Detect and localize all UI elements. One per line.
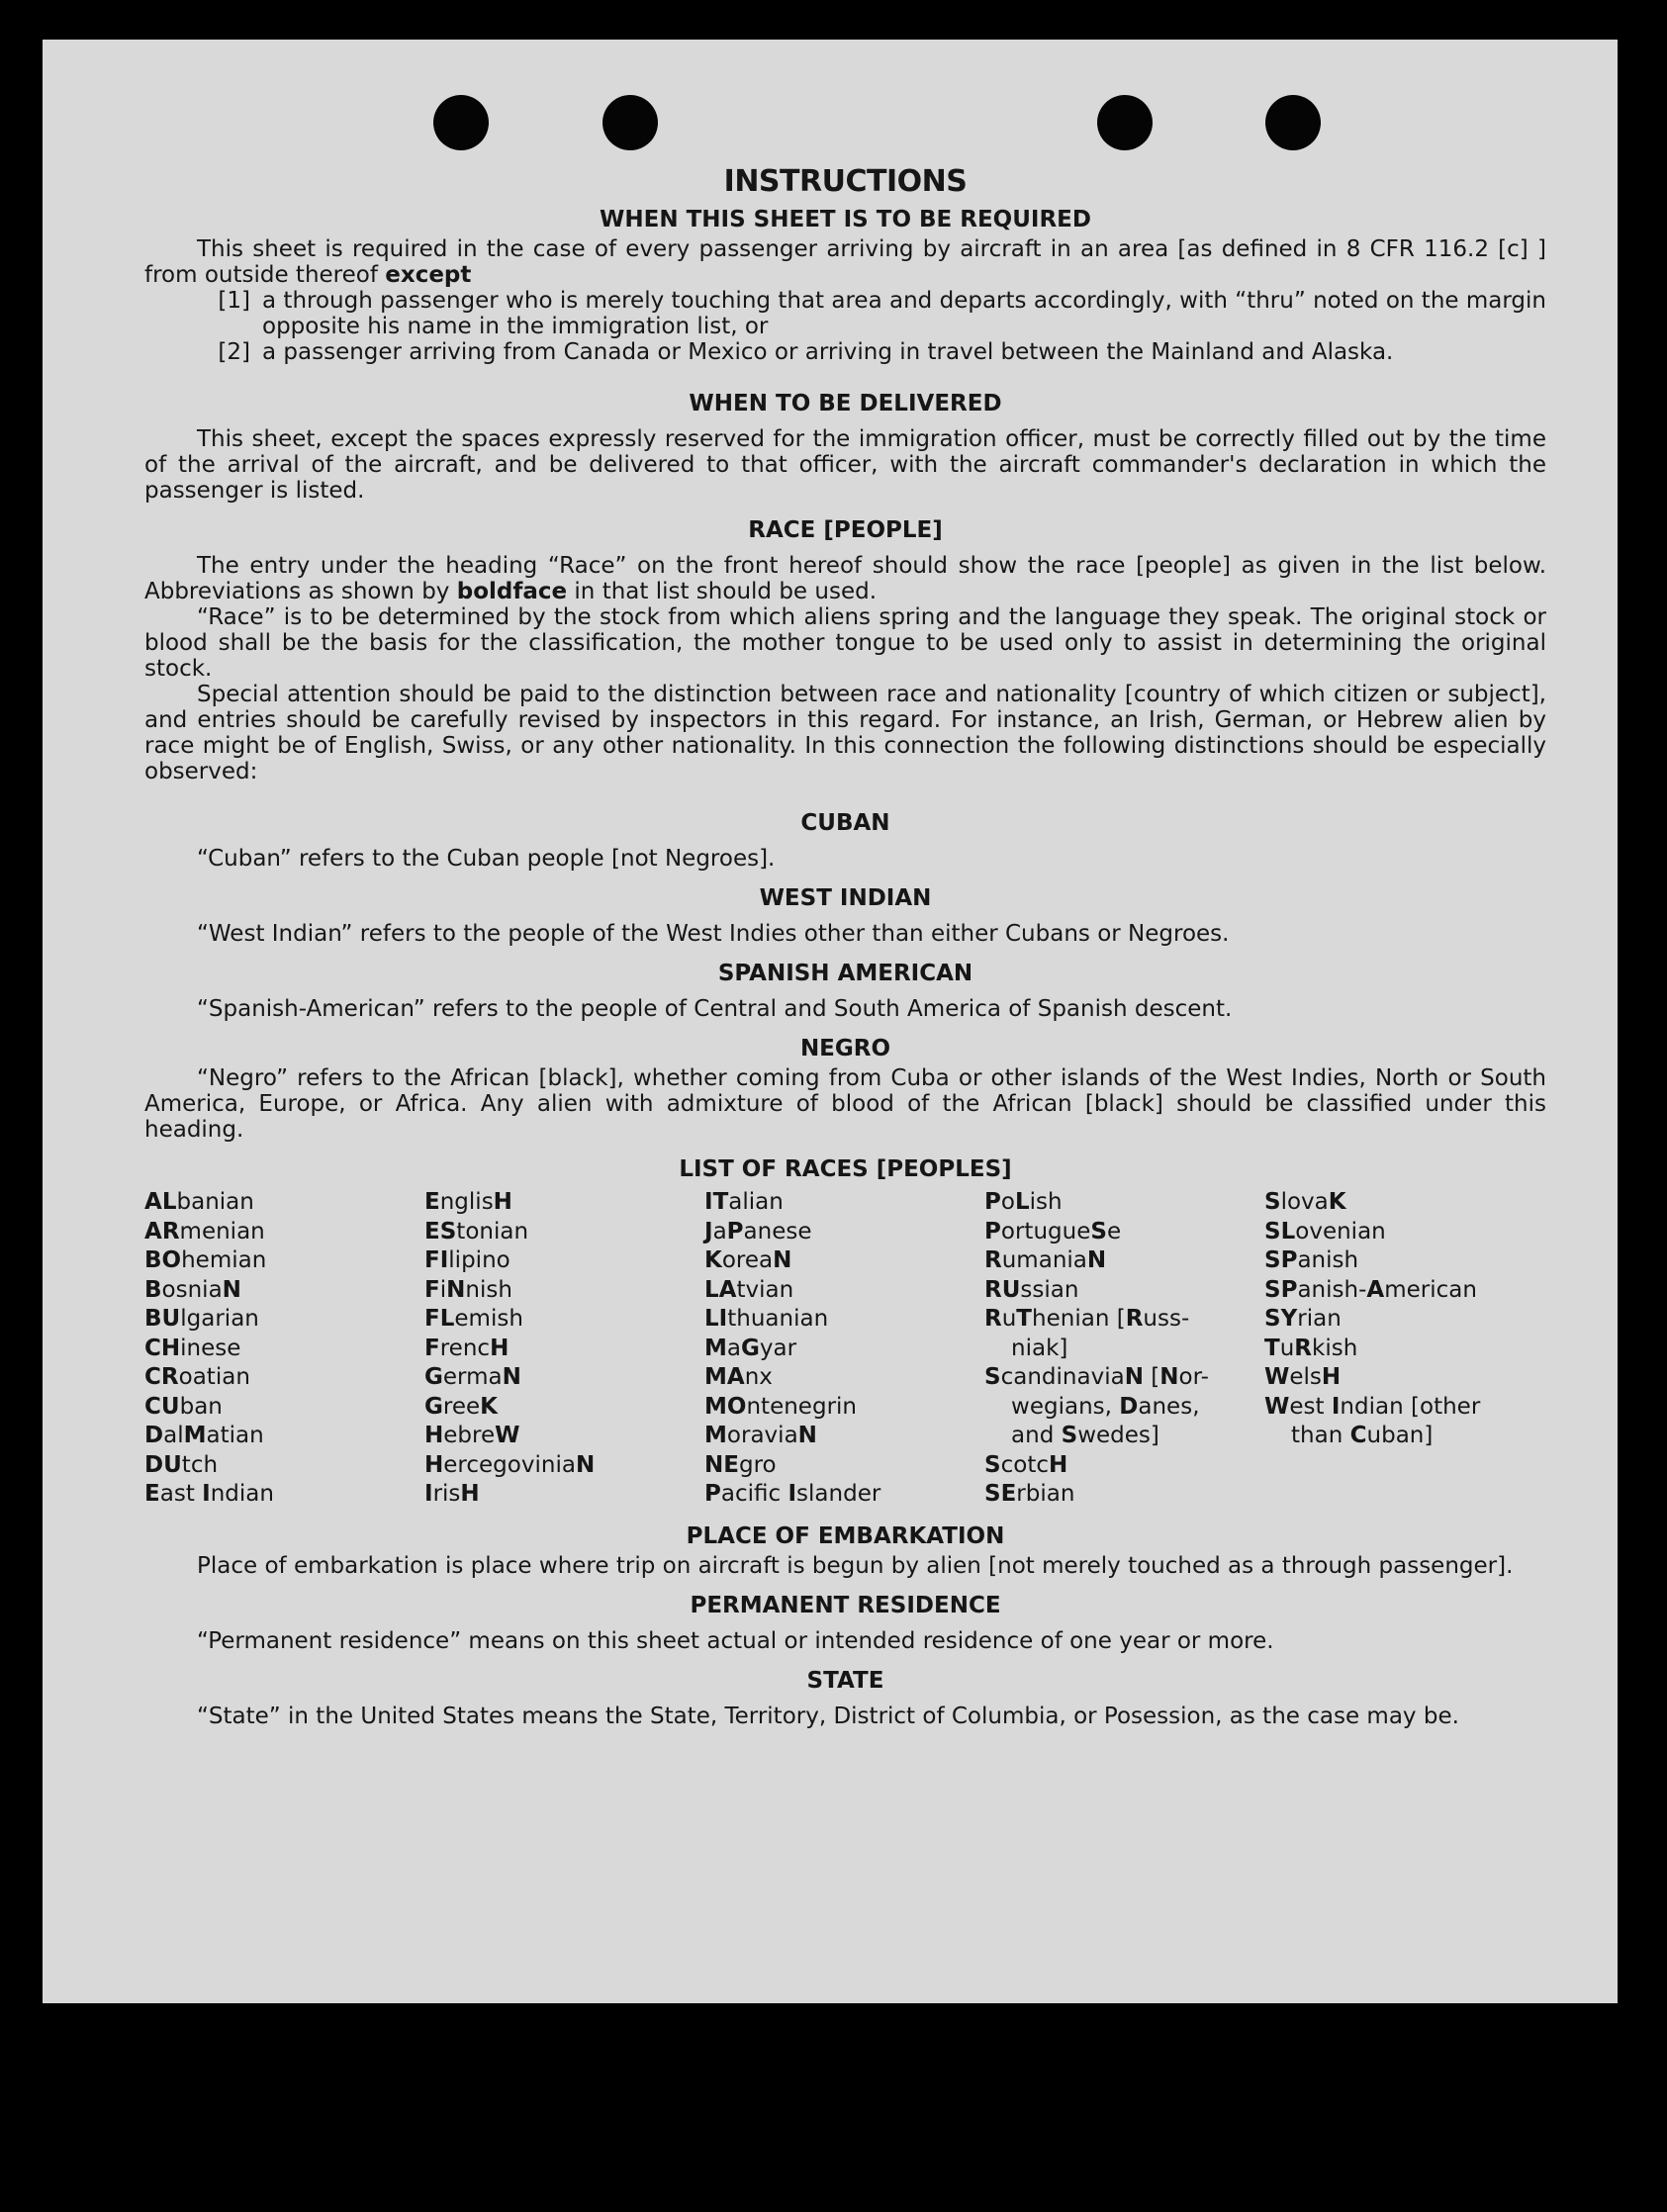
- race-entry: SErbian: [984, 1481, 1075, 1507]
- race-entry: MAnx: [704, 1364, 773, 1390]
- race-entry: ScotcH: [984, 1451, 1068, 1478]
- negro-text: “Negro” refers to the African [black], whether coming from Cuba or other islands of the West Indies, North or South America, Europe, or Africa. Any alien with admixture of blood of the African [black] should be classified under this heading.: [144, 1065, 1546, 1143]
- race-entry: IrisH: [424, 1481, 480, 1507]
- race-entry: BosniaN: [144, 1276, 241, 1303]
- race-entry: DalMatian: [144, 1423, 264, 1448]
- race-entry: than Cuban]: [1291, 1423, 1434, 1448]
- race-entry: HebreW: [424, 1423, 520, 1448]
- exception-text: a through passenger who is merely touching that area and departs accordingly, with “thru” noted on the margin opposite his name in the immigration list, or: [262, 288, 1546, 339]
- punch-hole: [1097, 95, 1153, 150]
- section-heading-spanish-american: SPANISH AMERICAN: [717, 961, 973, 986]
- race-entry: SPanish-American: [1264, 1276, 1477, 1303]
- race-entry: HercegoviniaN: [424, 1451, 596, 1478]
- race-entry: GermaN: [424, 1364, 521, 1390]
- race-entry: wegians, Danes,: [1011, 1393, 1200, 1420]
- race-entry: RumaniaN: [984, 1247, 1107, 1273]
- race-paragraph-3: Special attention should be paid to the distinction between race and nationality [country of which citizen or subject], and entries should be carefully revised by inspectors in this regard. For instance, an Irish, German, or Hebrew alien by race might be of English, Swiss, or any other nationality. In this connection the following distinctions should be especially observed:: [144, 682, 1546, 784]
- race-entry: RUssian: [984, 1276, 1079, 1303]
- race-entry: BOhemian: [144, 1247, 267, 1273]
- race-entry: and Swedes]: [1011, 1423, 1159, 1448]
- race-entry: PortugueSe: [984, 1218, 1122, 1244]
- cuban-text: “Cuban” refers to the Cuban people [not Negroes].: [197, 846, 776, 872]
- race-entry: ARmenian: [144, 1218, 265, 1244]
- race-entry: ITalian: [704, 1189, 784, 1215]
- delivered-text: This sheet, except the spaces expressly reserved for the immigration officer, must be correctly filled out by the time of the arrival of the aircraft, and be delivered to that officer, with the aircraft commander's declaration in which the passenger is listed.: [144, 426, 1546, 504]
- race-entry: PoLish: [984, 1189, 1063, 1215]
- race-entry: SLovenian: [1264, 1218, 1386, 1244]
- race-entry: TuRkish: [1264, 1335, 1358, 1361]
- exception-text: a passenger arriving from Canada or Mexico or arriving in travel between the Mainland and Alaska.: [262, 339, 1394, 365]
- residence-text: “Permanent residence” means on this sheet actual or intended residence of one year or more.: [197, 1627, 1274, 1654]
- race-column: [984, 1188, 1264, 1510]
- section-heading-west-indian: WEST INDIAN: [759, 885, 932, 911]
- race-entry: MOntenegrin: [704, 1393, 857, 1420]
- race-entry: ALbanian: [144, 1189, 254, 1215]
- race-column: [424, 1188, 704, 1510]
- race-entry: ScandinaviaN [Nor-: [984, 1364, 1209, 1390]
- embarkation-text: Place of embarkation is place where trip on aircraft is begun by alien [not merely touched as a through passenger].: [197, 1552, 1514, 1579]
- race-entry: FrencH: [424, 1335, 509, 1361]
- race-entry: JaPanese: [704, 1218, 812, 1244]
- race-entry: SlovaK: [1264, 1189, 1346, 1215]
- race-entry: DUtch: [144, 1451, 219, 1478]
- race-entry: GreeK: [424, 1393, 498, 1420]
- race-entry: EnglisH: [424, 1189, 512, 1215]
- spanish-american-text: “Spanish-American” refers to the people of Central and South America of Spanish descent.: [197, 996, 1233, 1022]
- race-entry: LAtvian: [704, 1276, 794, 1303]
- exception-item: [144, 288, 1546, 339]
- race-entry: EStonian: [424, 1218, 529, 1244]
- punch-hole: [602, 95, 658, 150]
- race-entry: FLemish: [424, 1306, 523, 1332]
- required-exceptions-list: [144, 288, 1546, 365]
- punch-hole: [433, 95, 489, 150]
- section-heading-cuban: CUBAN: [800, 810, 890, 836]
- race-entry: niak]: [1011, 1335, 1068, 1361]
- section-heading-negro: NEGRO: [799, 1036, 891, 1061]
- race-entry: CRoatian: [144, 1364, 250, 1390]
- instructions-content: [144, 164, 1546, 1729]
- punch-hole: [1265, 95, 1321, 150]
- section-heading-race: RACE [PEOPLE]: [748, 517, 943, 543]
- document-page: [43, 40, 1618, 2003]
- race-paragraph-2: “Race” is to be determined by the stock from which aliens spring and the language they speak. The original stock or blood shall be the basis for the classification, the mother tongue to be used only to assist in determining the original stock.: [144, 604, 1546, 682]
- required-intro: This sheet is required in the case of every passenger arriving by aircraft in an area [as defined in 8 CFR 116.2 [c] ] from outside thereof except: [144, 236, 1546, 288]
- race-column: [704, 1188, 984, 1510]
- race-entry: RuThenian [Russ-: [984, 1306, 1190, 1332]
- section-heading-embarkation: PLACE OF EMBARKATION: [686, 1522, 1005, 1549]
- west-indian-text: “West Indian” refers to the people of the West Indies other than either Cubans or Negroes.: [197, 921, 1230, 947]
- race-list: [144, 1188, 1546, 1510]
- race-entry: WelsH: [1264, 1364, 1342, 1390]
- race-entry: CUban: [144, 1393, 223, 1420]
- race-entry: FiNnish: [424, 1276, 512, 1303]
- page-title: INSTRUCTIONS: [723, 164, 968, 199]
- section-heading-list-of-races: LIST OF RACES [PEOPLES]: [679, 1156, 1012, 1182]
- race-entry: West Indian [other: [1264, 1393, 1481, 1420]
- exception-number: [1]: [218, 288, 250, 314]
- section-heading-state: STATE: [806, 1667, 884, 1694]
- race-entry: East Indian: [144, 1481, 274, 1507]
- race-entry: BUlgarian: [144, 1306, 259, 1332]
- race-entry: SYrian: [1264, 1306, 1342, 1332]
- race-column: [1264, 1188, 1544, 1510]
- race-entry: MoraviaN: [704, 1423, 817, 1448]
- race-entry: SPanish: [1264, 1247, 1359, 1273]
- section-heading-residence: PERMANENT RESIDENCE: [690, 1592, 1001, 1618]
- exception-number: [2]: [218, 339, 250, 365]
- race-entry: KoreaN: [704, 1247, 792, 1273]
- race-paragraph-1: The entry under the heading “Race” on the front hereof should show the race [people] as given in the list below. Abbreviations as shown by boldface in that list should be used.: [144, 553, 1546, 604]
- race-entry: MaGyar: [704, 1335, 797, 1361]
- race-entry: FIlipino: [424, 1247, 510, 1273]
- race-column: [144, 1188, 424, 1510]
- race-entry: NEgro: [704, 1451, 777, 1478]
- section-heading-delivered: WHEN TO BE DELIVERED: [689, 391, 1002, 416]
- exception-item: [144, 339, 1546, 365]
- race-entry: LIthuanian: [704, 1306, 829, 1332]
- state-text: “State” in the United States means the State, Territory, District of Columbia, or Posession, as the case may be.: [197, 1703, 1459, 1729]
- race-entry: Pacifc Islander: [704, 1481, 881, 1507]
- race-entry: CHinese: [144, 1335, 241, 1361]
- section-heading-required: WHEN THIS SHEET IS TO BE REQUIRED: [600, 207, 1091, 232]
